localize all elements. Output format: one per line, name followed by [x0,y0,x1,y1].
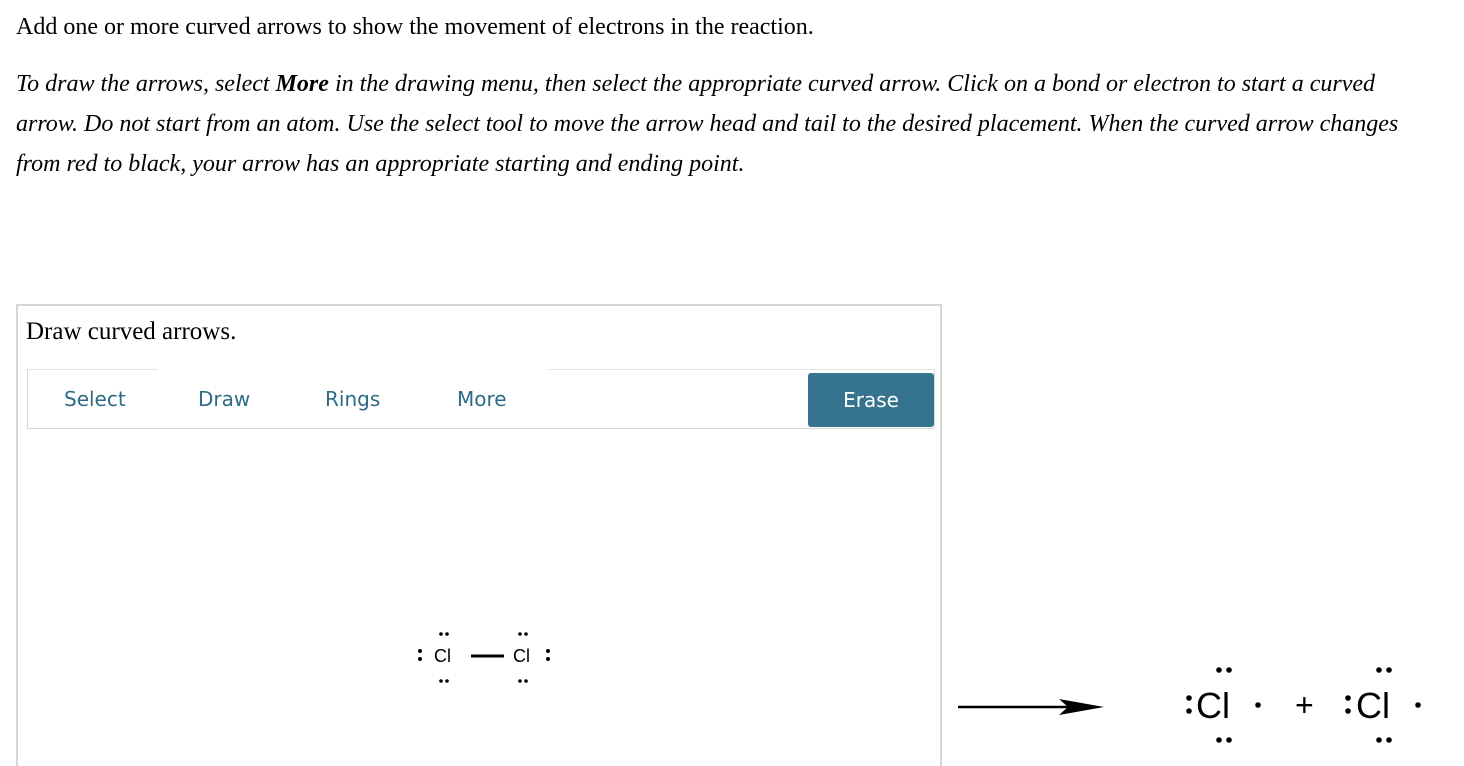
panel-title: Draw curved arrows. [26,318,237,345]
right-radical-dot [1415,702,1421,708]
draw-tool-button[interactable]: Draw [198,387,251,411]
product-left-cl-atom: Cl [1196,685,1230,726]
reactant-molecule[interactable] [398,616,598,696]
right-cl-atom[interactable]: Cl [513,646,530,666]
left-cl-atom[interactable]: Cl [434,646,451,666]
product-left-cl [1186,667,1261,743]
directions-part2: in the drawing menu, then select the appropriate curved arrow. Click on a bond or electron to start a curved arrow. Do not start from an atom. Use the select tool to move the arrow head and tail to the desired placement. When the curved arrow changes from red to black, your arrow has an appropriate starting and ending point. [16,71,1399,177]
reaction-arrow-icon [956,690,1106,720]
rings-tool-button[interactable]: Rings [325,387,381,411]
more-tool-button[interactable]: More [457,387,507,411]
directions-more-bold: More [275,71,329,97]
instruction-text: Add one or more curved arrows to show the movement of electrons in the reaction. [16,14,814,40]
product-right-cl-atom: Cl [1356,685,1390,726]
directions-text [16,64,1416,184]
left-radical-dot [1255,702,1261,708]
drawing-toolbar [27,369,935,429]
select-tool-button[interactable]: Select [64,387,126,411]
product-radicals [1176,660,1456,760]
erase-button[interactable]: Erase [808,373,934,427]
directions-part1: To draw the arrows, select [16,71,276,97]
plus-sign: + [1295,687,1314,723]
drawing-panel [16,304,942,766]
product-right-cl [1345,667,1421,743]
toolbar-tab-gap [158,369,548,371]
